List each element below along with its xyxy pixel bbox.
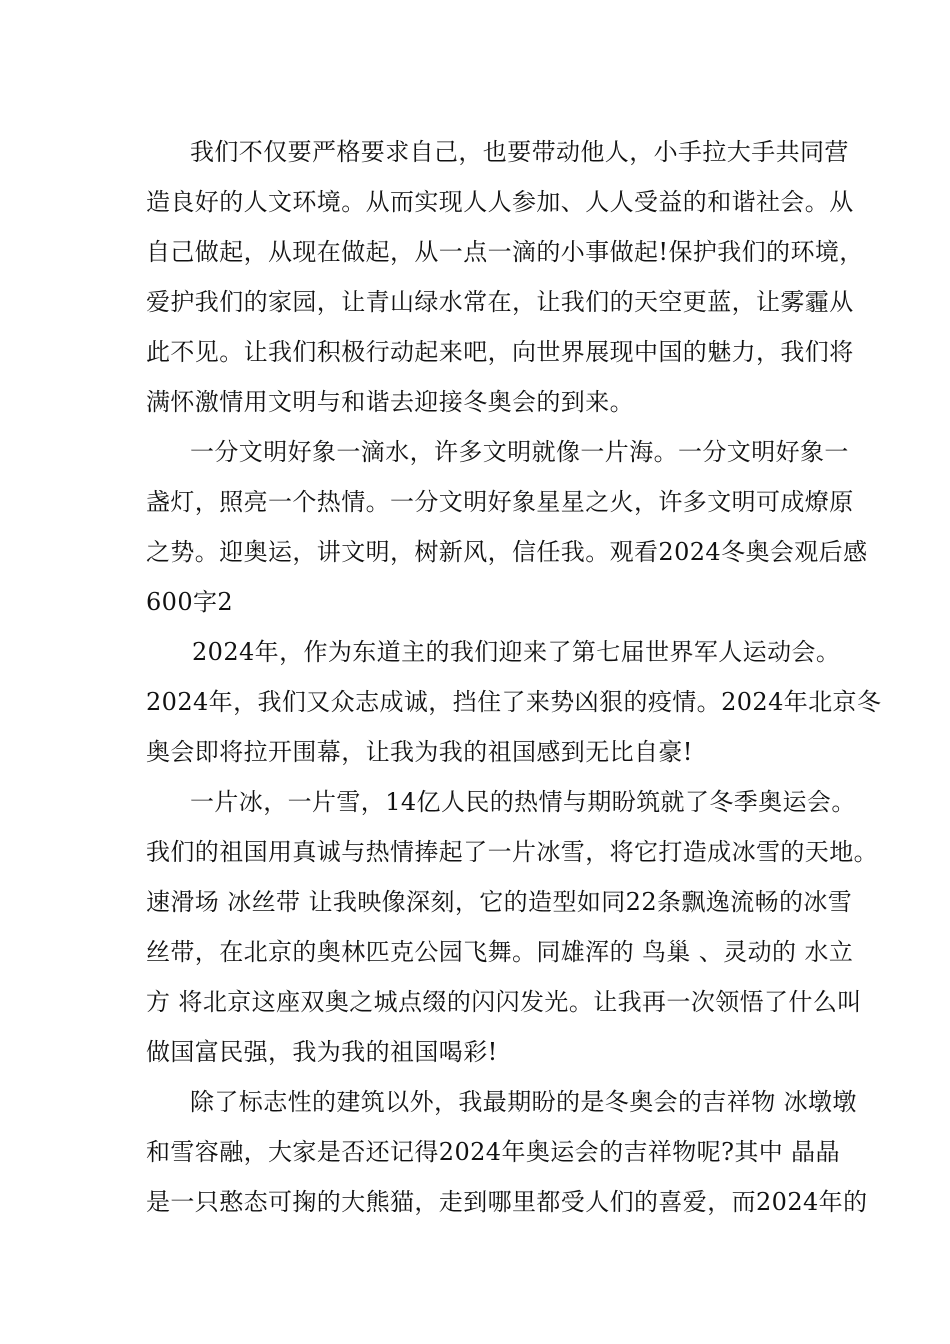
text-line: 爱护我们的家园，让青山绿水常在，让我们的天空更蓝，让雾霾从 [146,288,854,316]
text-line: 速滑场 冰丝带 让我映像深刻，它的造型如同22条飘逸流畅的冰雪 [146,888,853,916]
text-line: 奥会即将拉开围幕，让我为我的祖国感到无比自豪! [146,738,693,766]
text-line: 之势。迎奥运，讲文明，树新风，信任我。观看2024冬奥会观后感 [146,538,868,566]
text-line: 和雪容融，大家是否还记得2024年奥运会的吉祥物呢?其中 晶晶 [146,1138,840,1166]
text-line: 2024年，作为东道主的我们迎来了第七届世界军人运动会。 [192,638,841,666]
text-line: 600字2 [146,588,234,616]
text-line: 方 将北京这座双奥之城点缀的闪闪发光。让我再一次领悟了什么叫 [146,988,862,1016]
text-line: 2024年，我们又众志成诚，挡住了来势凶狠的疫情。2024年北京冬 [146,688,882,716]
text-line: 我们不仅要严格要求自己，也要带动他人，小手拉大手共同营 [190,138,849,166]
text-line: 我们的祖国用真诚与热情捧起了一片冰雪，将它打造成冰雪的天地。 [146,838,878,866]
text-line: 一分文明好象一滴水，许多文明就像一片海。一分文明好象一 [190,438,849,466]
text-line: 此不见。让我们积极行动起来吧，向世界展现中国的魅力，我们将 [146,338,854,366]
text-line: 丝带，在北京的奥林匹克公园飞舞。同雄浑的 鸟巢 、灵动的 水立 [146,938,854,966]
text-line: 满怀激情用文明与和谐去迎接冬奥会的到来。 [146,388,634,416]
text-line: 盏灯，照亮一个热情。一分文明好象星星之火，许多文明可成燎原 [146,488,854,516]
text-line: 除了标志性的建筑以外，我最期盼的是冬奥会的吉祥物 冰墩墩 [190,1088,857,1116]
text-line: 做国富民强，我为我的祖国喝彩! [146,1038,498,1066]
text-line: 造良好的人文环境。从而实现人人参加、人人受益的和谐社会。从 [146,188,854,216]
text-line: 一片冰，一片雪，14亿人民的热情与期盼筑就了冬季奥运会。 [190,788,856,816]
text-line: 自己做起，从现在做起，从一点一滴的小事做起!保护我们的环境， [146,238,864,266]
text-line: 是一只憨态可掬的大熊猫，走到哪里都受人们的喜爱，而2024年的 [146,1188,868,1216]
